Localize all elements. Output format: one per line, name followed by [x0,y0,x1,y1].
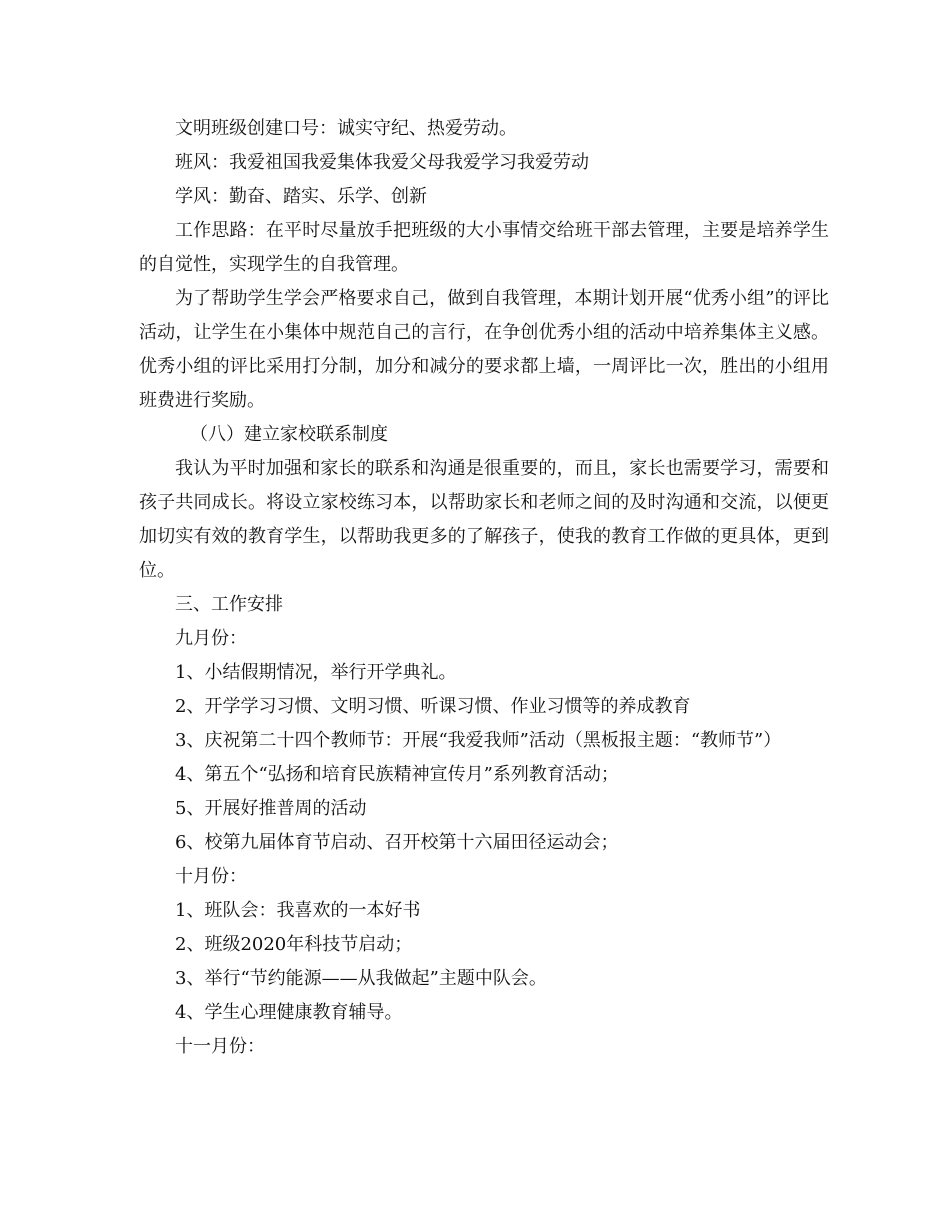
group-evaluation-paragraph: 为了帮助学生学会严格要求自己，做到自我管理，本期计划开展“优秀小组”的评比活动，让学生在小集体中规范自己的言行，在争创优秀小组的活动中培养集体主义感。优秀小组的评比采用打分制，加分和减分的要求都上墙，一周评比一次，胜出的小组用班费进行奖励。 [139,288,829,411]
document-body [139,112,829,1064]
section-heading-home-school: （八）建立家校联系制度 [190,424,388,445]
month-heading-october: 十月份： [175,866,247,887]
home-school-paragraph: 我认为平时加强和家长的联系和沟通是很重要的，而且，家长也需要学习，需要和孩子共同成长。将设立家校练习本，以帮助家长和老师之间的及时沟通和交流，以便更加切实有效的教育学生，以帮助我更多的了解孩子，使我的教育工作做的更具体，更到位。 [139,458,829,581]
list-item: 2、开学学习习惯、文明习惯、听课习惯、作业习惯等的养成教育 [175,696,691,717]
list-item: 6、校第九届体育节启动、召开校第十六届田径运动会； [175,832,619,853]
study-style-paragraph: 学风：勤奋、踏实、乐学、创新 [175,186,427,207]
list-item: 2、班级2020年科技节启动； [175,934,413,955]
slogan-paragraph: 文明班级创建口号：诚实守纪、热爱劳动。 [175,118,517,139]
work-idea-paragraph: 工作思路：在平时尽量放手把班级的大小事情交给班干部去管理，主要是培养学生的自觉性，实现学生的自我管理。 [139,220,829,275]
list-item: 5、开展好推普周的活动 [175,798,367,819]
list-item: 4、学生心理健康教育辅导。 [175,1002,403,1023]
section-heading-work-plan: 三、工作安排 [175,594,283,615]
month-heading-november: 十一月份： [175,1036,265,1057]
list-item: 1、小结假期情况，举行开学典礼。 [175,662,457,683]
list-item: 1、班队会：我喜欢的一本好书 [175,900,421,921]
class-style-paragraph: 班风：我爱祖国我爱集体我爱父母我爱学习我爱劳动 [175,152,589,173]
list-item: 3、举行“节约能源——从我做起”主题中队会。 [175,968,547,989]
list-item: 3、庆祝第二十四个教师节：开展“我爱我师”活动（黑板报主题：“教师节”） [175,730,782,751]
month-heading-september: 九月份： [175,628,247,649]
list-item: 4、第五个“弘扬和培育民族精神宣传月”系列教育活动； [175,764,619,785]
